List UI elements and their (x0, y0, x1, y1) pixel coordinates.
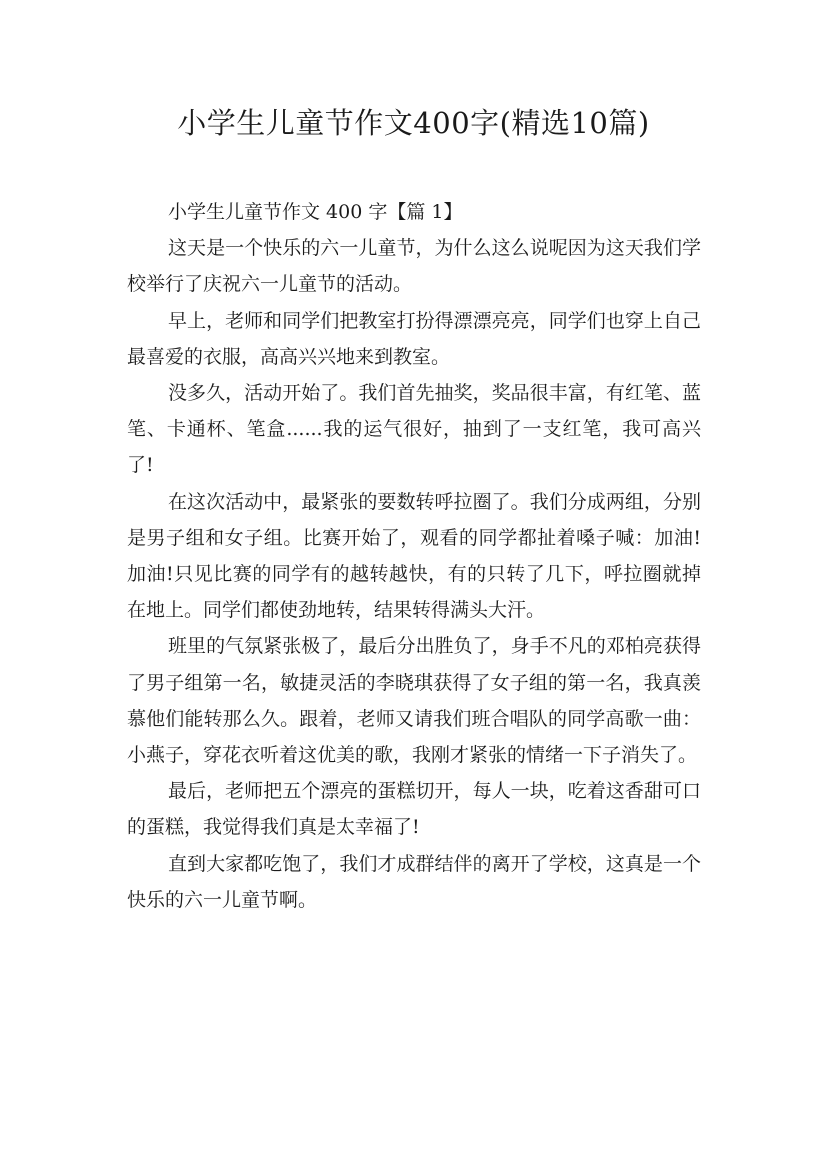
paragraph-1: 这天是一个快乐的六一儿童节，为什么这么说呢因为这天我们学校举行了庆祝六一儿童节的活动。 (127, 237, 701, 296)
paragraph-7: 直到大家都吃饱了，我们才成群结伴的离开了学校，这真是一个快乐的六一儿童节啊。 (127, 852, 701, 911)
section-heading: 小学生儿童节作文 400 字【篇 1】 (168, 201, 463, 223)
paragraph-2: 早上，老师和同学们把教室打扮得漂漂亮亮，同学们也穿上自己最喜爱的衣服，高高兴兴地来到教室。 (127, 309, 701, 368)
paragraph-6: 最后，老师把五个漂亮的蛋糕切开，每人一块，吃着这香甜可口的蛋糕，我觉得我们真是太幸福了! (127, 780, 701, 839)
paragraph-5: 班里的气氛紧张极了，最后分出胜负了，身手不凡的邓柏亮获得了男子组第一名，敏捷灵活的李晓琪获得了女子组的第一名，我真羡慕他们能转那么久。跟着，老师又请我们班合唱队的同学高歌一曲：小燕子，穿花衣听着这优美的歌，我刚才紧张的情绪一下子消失了。 (127, 635, 701, 767)
document-title: 小学生儿童节作文400字(精选10篇) (177, 106, 650, 140)
document-body (127, 194, 701, 918)
paragraph-4: 在这次活动中，最紧张的要数转呼拉圈了。我们分成两组，分别是男子组和女子组。比赛开始了，观看的同学都扯着嗓子喊：加油!加油!只见比赛的同学有的越转越快，有的只转了几下，呼拉圈就掉在地上。同学们都使劲地转，结果转得满头大汗。 (127, 490, 701, 622)
paragraph-3: 没多久，活动开始了。我们首先抽奖，奖品很丰富，有红笔、蓝笔、卡通杯、笔盒......我的运气很好，抽到了一支红笔，我可高兴了! (127, 382, 701, 477)
